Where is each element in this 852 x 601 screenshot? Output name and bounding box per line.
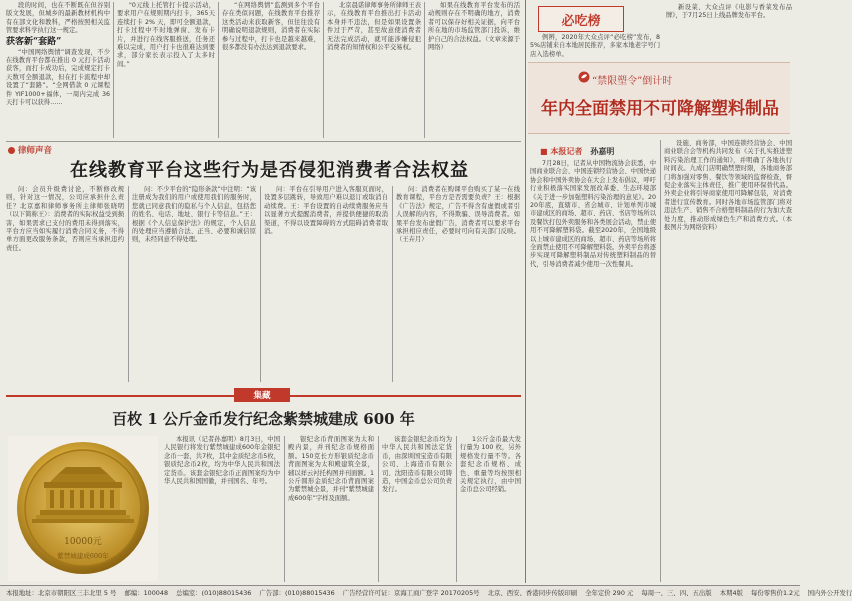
mid-column-3 [222, 2, 320, 138]
news-headline: 百枚 1 公斤金币发行纪念紫禁城建成 600 年 [112, 410, 415, 428]
column-rule [113, 2, 114, 138]
lawyer-column-2 [132, 186, 256, 382]
gold-coin-icon [8, 436, 158, 581]
coin-face-value: 10000元 [64, 537, 102, 547]
right-top-text-2: 新设菜、大众点评《电影与香菜发布品牌》，于7月25日上线品牌发布平台。 [666, 4, 792, 20]
lawyer-col4-text: 问：消费者在购课平台购买了某一在线教育课程，平台方是否需要负责？王：根据《广告法》规定，广告不得含有虚假或者引人误解的内容，不得欺骗、误导消费者。如果平台发布虚假广告，消费者可以要求平台承担相应责任，必要时可向有关部门反映。（王卉月） [396, 186, 520, 244]
mid-column-4 [327, 2, 421, 138]
mid-column-2 [117, 2, 215, 138]
lawyer-col2-text: 问：不少平台的“隐形条款”中注明：“该注册成为我们的用户或使用我们的服务时，您就已同意我们的隐私与个人信息，包括您的姓名、电话、地址、银行卡等信息。”王：根据《个人信息保护法》的规定，个人信息的处理应当遵循合法、正当、必要和诚信原则，未经同意不得处理。 [132, 186, 256, 244]
plastic-ban-subtitle: “禁限塑令”倒计时 [592, 76, 673, 87]
coin-caption: 紫禁城建成600年 [57, 552, 109, 560]
right-body-text-1: 7月28日，记者从中国物流协会获悉，中国商业联合会、中国连锁经营协会、中国快递协会和中国外卖协会在大会上发布倡议，呼吁行业积极落实国家发展改革委、生态环境部《关于进一步加强塑料污染治理的意见》。2020年底，直辖市、省会城市、计划单列市城市建成区的商场、超市、药店、书店等场所以及餐饮打包外卖服务和各类展会活动，禁止使用不可降解塑料袋。截至2020年，全国地级以上城市建成区的商场、超市、药店等场所将全面禁止使用不可降解塑料袋。外卖平台将逐步实现可降解塑料制品对传统塑料制品的替代，引导消费者减少使用一次性餐具。 [530, 160, 656, 268]
mid-col2-text: "0元线上托管打卡提示活动，要求用户在规则期内打卡，365天连续打卡 2% 天，即可全额退款，打卡过程中不时地弹窗、发布卡片，并进行在线客服推送，任务还难以完成，用户打卡也很难达到要求，部分家长表示投入了太多时间。” [117, 2, 215, 68]
lawyer-section-label [8, 144, 52, 156]
byline-label: 本报记者 [550, 147, 583, 156]
gold-coin-image [8, 436, 158, 581]
must-eat-list-title: 必吃榜 [561, 13, 601, 29]
news-section-tag: 集藏 [234, 388, 290, 402]
column-rule [218, 2, 219, 138]
section-label-text: 律师声音 [18, 146, 53, 156]
news-col1-text: 本报讯（记者孙嘉明）8月3日，中国人民银行将发行紫禁城建成600年金银纪念币一套，共7枚，其中金质纪念币5枚，银质纪念币2枚，均为中华人民共和国法定货币。该套金银纪念币正面图案均为中华人民共和国国徽，并刊国名、年号。 [164, 436, 280, 486]
mid-col5-text: 如果在线教育平台发布的活动规则存在不明确的地方，消费者可以保存好相关证据，向平台所在地的市场监管部门投诉，维护自己的合法权益。（文章来源于网络） [428, 2, 520, 52]
right-top-col-2 [666, 4, 792, 58]
footer-postcode: 邮编：100048 [124, 589, 169, 597]
footer-distribution: 国内外公开发行 [807, 589, 852, 597]
right-top-text-1: 例辨，2020年大众点评“必吃榜”发布，85%店铺来自本地居民推荐，多家本地老字号门店入选榜单。 [530, 34, 660, 58]
footer-ad-license: 广告经营许可证：京海工商广登字 20170205号 [342, 589, 480, 597]
column-rule [378, 436, 379, 582]
right-top-col-1 [530, 34, 660, 60]
lawyer-headline: 在线教育平台这些行为是否侵犯消费者合法权益 [70, 160, 469, 181]
mid-col4-text: 北京晨诺律师事务所律师王表示，在线教育平台推出打卡活动本身并不违法，但是如果设置条件过于严苛，甚至故意使消费者无法完成活动，就可能涉嫌侵犯消费者的知情权和公平交易权。 [327, 2, 421, 52]
reporter-byline: ■ 本报记者 孙嘉明 [540, 147, 615, 156]
footer-pages: 本期4版 [719, 589, 743, 597]
right-body-col-1 [530, 160, 656, 582]
lawyer-col1-text: 问：会员升级费讨论，不断修改规则，针对这一情况，公司应承担什么责任？北京嘉和律师事务所主律师张晓明（以下简称王）：消费者的实际权益受到损害，如果需求已支付的费用未得到落实，平台方应当如实履行消费合同义务，不得单方面更改服务条款，否则应当承担违约责任。 [6, 186, 124, 252]
column-rule [392, 186, 393, 382]
main-column-divider [525, 0, 526, 583]
news-col2-text: 银纪念币背面图案为太和殿内景，并刊纪念币规格面额。150克长方形银质纪念币背面图案为太和殿建筑全景，辅以祥云衬托构图并刊面额。1公斤圆形金质纪念币背面图案为紫禁城全景，并刊“紫禁城建成600年”字样及面额。 [288, 436, 374, 502]
footer-schedule: 每周一、三、四、五出版 [641, 589, 712, 597]
footer-price: 全年定价 290 元 [585, 589, 634, 597]
news-column-1 [164, 436, 280, 582]
news-column-4 [460, 436, 521, 582]
right-body-col-2 [664, 140, 792, 582]
must-eat-list-badge [538, 6, 624, 32]
lawyer-col3-text: 问：平台在引导用户进入客服页面时，设置多层跳转，导致用户难以退订或取消自动续费。王：平台设置的自动续费服务应当以显著方式提醒消费者，并提供便捷的取消渠道，不得以设置障碍的方式阻碍消费者取消。 [264, 186, 388, 236]
column-rule [260, 186, 261, 382]
footer-ad-phone: 广告部：(010)88015436 [259, 589, 335, 597]
byline-name: 孙嘉明 [590, 147, 615, 156]
section-bullet-icon [8, 147, 15, 154]
right-body-text-2: 设施、商务部，中国连锁经营协会、中国商业联合会等机构共同发布《关于扎实推进塑料污染治理工作的通知》，并明确了各地执行时间表。九成门店明确禁塑时限，各地商务部门将加强对零售、餐饮等领域的监督检查，督促企业落实主体责任，推广使用环保替代品。外卖企业将引导商家使用可降解包装，对消费者进行宣传教育。同时各地市场监管部门将对违法生产、销售不合格塑料制品的行为加大查处力度，推动形成绿色生产和消费方式。（本报图片为网络资料） [664, 140, 792, 232]
footer-retail: 每份零售价1.2元 [751, 589, 800, 597]
mid-column-5 [428, 2, 520, 138]
left-top-article [6, 2, 110, 138]
news-column-2 [288, 436, 374, 582]
leaf-icon [578, 71, 590, 83]
footer-printer: 北京、西安、香港同步传版印刷 [487, 589, 578, 597]
column-rule [424, 2, 425, 138]
mid-col3-text: “在网络舆情”监测到多个平台存在类似问题，在线教育平台推荐这类活动来获取新客，但往往没有明确说明退款规则，消费者在实际参与过程中，打卡也是越来越难，很多都没有办法达到退款要求。 [222, 2, 320, 52]
plastic-ban-headline: 年内全面禁用不可降解塑料制品 [541, 99, 779, 119]
news-column-3 [382, 436, 452, 582]
column-rule [323, 2, 324, 138]
column-rule [660, 140, 661, 582]
column-rule [128, 186, 129, 382]
news-col4-text: 1公斤金币最大发行量为 100 枚，另外规格发行量不等。各套纪念币规格、成色、重量等均按照相关规定执行，由中国金币总公司经销。 [460, 436, 521, 494]
lawyer-column-1 [6, 186, 124, 382]
news-section-bar [6, 388, 521, 402]
body-paragraph: “中国网络舆情”调查发现，不少在线教育平台都在推出 0 元打卡活动获客，而打卡成功后，完成规定打卡天数可全额退款，但在打卡流程中却设置了“套路”。“全网借款 0 元课程件 YIF1000+福体，一周内完成 36 天打卡可以获得…… [6, 48, 110, 107]
subhead-new-trick: 获客新“套路” [6, 36, 62, 47]
column-rule [456, 436, 457, 582]
lawyer-column-4 [396, 186, 520, 382]
lawyer-column-3 [264, 186, 388, 382]
intro-paragraph: 段的时间，也在不断既在但谷别版文发展，但城乡的最新教材机构中有在部文化和教科，严格按照相关监管要求科学执行这一规定。 [6, 2, 110, 35]
news-col3-text: 该套金银纪念币均为中华人民共和国法定货币，由深圳国宝造币有限公司、上海造币有限公司、沈阳造币有限公司铸造，中国金币总公司负责发行。 [382, 436, 452, 494]
footer-main-phone: 总编室：(010)88015436 [176, 589, 252, 597]
section-divider [6, 141, 521, 142]
column-rule [284, 436, 285, 582]
footer-address: 本报地址：北京市朝阳区三丰北里 5 号 [6, 589, 117, 597]
page-footer [0, 585, 852, 601]
